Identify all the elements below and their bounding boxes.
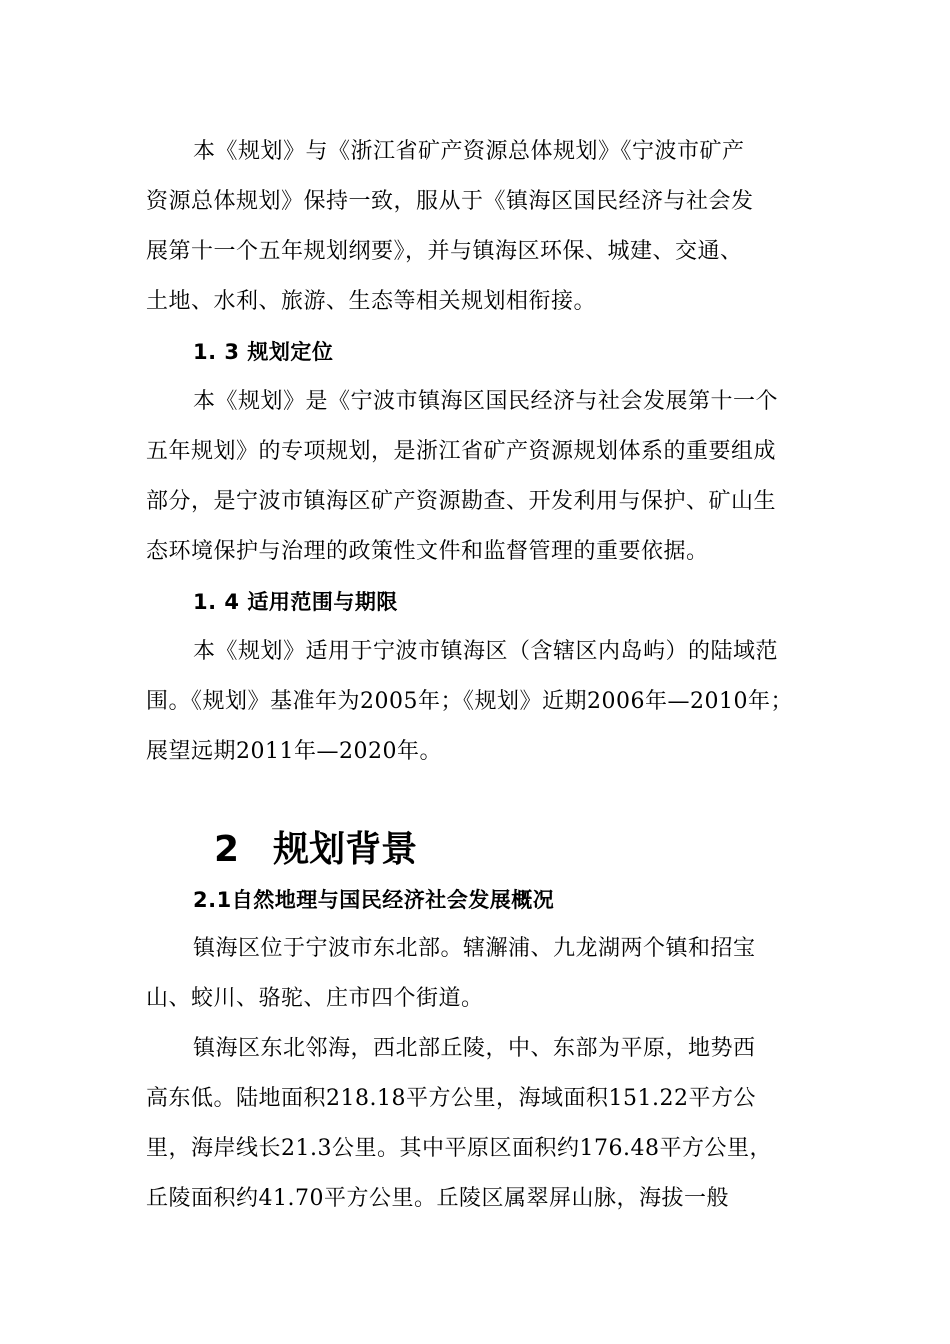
- paragraph-line: 镇海区位于宁波市东北部。辖澥浦、九龙湖两个镇和招宝: [193, 936, 756, 961]
- section-heading-1-3: 1. 3 规划定位: [193, 340, 334, 364]
- section-heading-1-4: 1. 4 适用范围与期限: [193, 590, 398, 614]
- paragraph-line: 土地、水利、旅游、生态等相关规划相衔接。: [146, 289, 597, 314]
- section-heading-2-1: 2.1自然地理与国民经济社会发展概况: [193, 888, 555, 912]
- paragraph-line: 资源总体规划》保持一致，服从于《镇海区国民经济与社会发: [146, 189, 754, 214]
- paragraph-line: 本《规划》是《宁波市镇海区国民经济与社会发展第十一个: [193, 389, 779, 414]
- paragraph-line: 山、蛟川、骆驼、庄市四个街道。: [146, 986, 484, 1011]
- paragraph-line: 本《规划》适用于宁波市镇海区（含辖区内岛屿）的陆域范: [193, 639, 779, 664]
- paragraph-line: 五年规划》的专项规划，是浙江省矿产资源规划体系的重要组成: [146, 439, 777, 464]
- chapter-number: 2: [214, 829, 240, 870]
- paragraph-line: 高东低。陆地面积218.18平方公里，海域面积151.22平方公: [146, 1086, 756, 1111]
- paragraph-line: 本《规划》与《浙江省矿产资源总体规划》《宁波市矿产: [193, 139, 745, 164]
- chapter-title: 规划背景: [273, 829, 418, 870]
- paragraph-line: 部分，是宁波市镇海区矿产资源勘查、开发利用与保护、矿山生: [146, 489, 777, 514]
- paragraph-line: 丘陵面积约41.70平方公里。丘陵区属翠屏山脉，海拔一般: [146, 1186, 729, 1211]
- paragraph-line: 展望远期2011年—2020年。: [146, 739, 442, 764]
- paragraph-line: 态环境保护与治理的政策性文件和监督管理的重要依据。: [146, 539, 709, 564]
- paragraph-line: 里，海岸线长21.3公里。其中平原区面积约176.48平方公里，: [146, 1136, 772, 1161]
- paragraph-line: 镇海区东北邻海，西北部丘陵，中、东部为平原，地势西: [193, 1036, 756, 1061]
- paragraph-line: 围。《规划》基准年为2005年；《规划》近期2006年—2010年；: [146, 689, 793, 714]
- chapter-heading-2: [214, 828, 417, 872]
- paragraph-line: 展第十一个五年规划纲要》，并与镇海区环保、城建、交通、: [146, 239, 743, 264]
